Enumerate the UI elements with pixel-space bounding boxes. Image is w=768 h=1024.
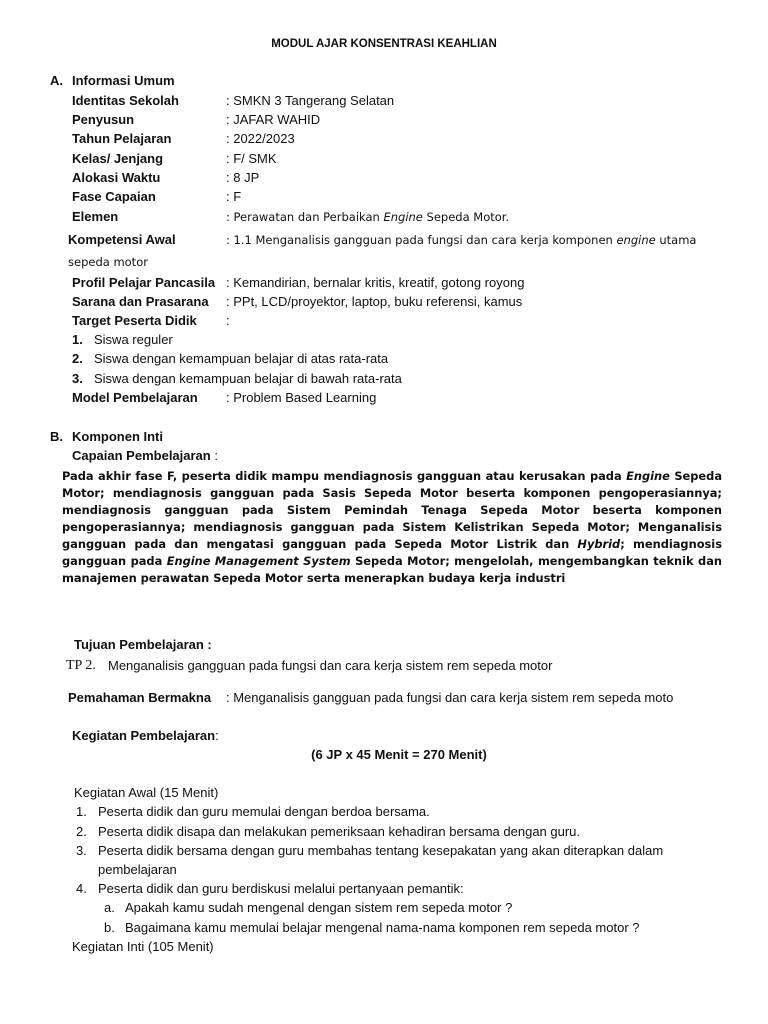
field-label: Alokasi Waktu bbox=[72, 170, 161, 185]
field-label: Identitas Sekolah bbox=[72, 93, 179, 108]
list-number: 1. bbox=[72, 332, 83, 347]
field-value: : F/ SMK bbox=[226, 151, 277, 166]
list-item: Siswa dengan kemampuan belajar di bawah rata-rata bbox=[94, 371, 402, 386]
field-label: Fase Capaian bbox=[72, 189, 156, 204]
kegiatan-heading: Kegiatan Pembelajaran: bbox=[72, 728, 219, 743]
kompetensi-label: Kompetensi Awal bbox=[68, 232, 176, 247]
sub-item-letter: a. bbox=[104, 900, 115, 915]
list-item: Siswa dengan kemampuan belajar di atas rata-rata bbox=[94, 351, 389, 366]
section-b-letter: B. bbox=[50, 429, 63, 444]
list-number: 3. bbox=[72, 371, 83, 386]
field-value: : Kemandirian, bernalar kritis, kreatif, gotong royong bbox=[226, 275, 525, 290]
pemahaman-label: Pemahaman Bermakna bbox=[68, 690, 212, 705]
list-item: Peserta didik bersama dengan guru membahas tentang kesepakatan yang akan diterapkan dalam bbox=[98, 843, 664, 858]
capaian-heading: Capaian Pembelajaran : bbox=[72, 448, 218, 463]
sub-item: Apakah kamu sudah mengenal dengan sistem rem sepeda motor ? bbox=[125, 900, 513, 915]
list-number: 2. bbox=[76, 824, 87, 839]
field-value: : 8 JP bbox=[226, 170, 260, 185]
tp-text: Menganalisis gangguan pada fungsi dan cara kerja sistem rem sepeda motor bbox=[108, 658, 553, 673]
list-number: 4. bbox=[76, 881, 87, 896]
field-value: : F bbox=[226, 189, 242, 204]
field-value: : SMKN 3 Tangerang Selatan bbox=[226, 93, 395, 108]
section-b-heading: Komponen Inti bbox=[72, 429, 163, 444]
list-item: Peserta didik disapa dan melakukan pemeriksaan kehadiran bersama dengan guru. bbox=[98, 824, 581, 839]
list-item: Siswa reguler bbox=[94, 332, 173, 347]
sub-item-letter: b. bbox=[104, 920, 115, 935]
list-number: 1. bbox=[76, 804, 87, 819]
field-label: Sarana dan Prasarana bbox=[72, 294, 209, 309]
duration: (6 JP x 45 Menit = 270 Menit) bbox=[311, 747, 487, 762]
sub-item: Bagaimana kamu memulai belajar mengenal nama-nama komponen rem sepeda motor ? bbox=[125, 920, 640, 935]
pemahaman-value: : Menganalisis gangguan pada fungsi dan cara kerja sistem rem sepeda moto bbox=[226, 690, 674, 705]
field-value: : bbox=[226, 313, 230, 328]
list-number: 3. bbox=[76, 843, 87, 858]
field-label: Profil Pelajar Pancasila bbox=[72, 275, 216, 290]
list-item-continuation: pembelajaran bbox=[98, 862, 177, 877]
kompetensi-value: : 1.1 Menganalisis gangguan pada fungsi dan cara kerja komponen engine utama bbox=[226, 233, 697, 247]
tujuan-heading: Tujuan Pembelajaran : bbox=[74, 637, 212, 652]
capaian-paragraph: Pada akhir fase F, peserta didik mampu mendiagnosis gangguan atau kerusakan pada Engine Sepeda Motor; mendiagnosis gangguan pada Sasis Sepeda Motor beserta komponen pengoperasiannya; mendiagnosis gangguan pada Sistem Pemindah Tenaga Sepeda Motor beserta komponen pengoperasiannya; mendiagnosis gangguan pada Sistem Kelistrikan Sepeda Motor; Menganalisis gangguan pada dan mengatasi gangguan pada Sepeda Motor Listrik dan Hybrid; mendiagnosis gangguan pada Engine Management System Sepeda Motor; mengelolah, mengembangkan teknik dan manajemen perawatan Sepeda Motor serta menerapkan budaya kerja industri bbox=[62, 469, 723, 585]
elemen-label: Elemen bbox=[72, 209, 119, 224]
kegiatan-inti-title: Kegiatan Inti (105 Menit) bbox=[72, 939, 214, 954]
list-number: 2. bbox=[72, 351, 83, 366]
list-item: Peserta didik dan guru memulai dengan berdoa bersama. bbox=[98, 804, 430, 819]
model-label: Model Pembelajaran bbox=[72, 390, 198, 405]
field-value: : JAFAR WAHID bbox=[226, 112, 321, 127]
kompetensi-continuation: sepeda motor bbox=[68, 255, 148, 269]
document-title: MODUL AJAR KONSENTRASI KEAHLIAN bbox=[271, 38, 497, 50]
field-value: : PPt, LCD/proyektor, laptop, buku referensi, kamus bbox=[226, 294, 523, 309]
field-label: Penyusun bbox=[72, 112, 135, 127]
section-a-heading: Informasi Umum bbox=[72, 73, 175, 88]
field-label: Tahun Pelajaran bbox=[72, 131, 172, 146]
field-label: Kelas/ Jenjang bbox=[72, 151, 164, 166]
tp-code: TP 2. bbox=[66, 658, 96, 673]
section-a-letter: A. bbox=[50, 73, 63, 88]
field-label: Target Peserta Didik bbox=[72, 313, 197, 328]
elemen-value: : Perawatan dan Perbaikan Engine Sepeda Motor. bbox=[226, 210, 510, 224]
list-item: Peserta didik dan guru berdiskusi melalui pertanyaan pemantik: bbox=[98, 881, 464, 896]
field-value: : 2022/2023 bbox=[226, 131, 295, 146]
kegiatan-awal-title: Kegiatan Awal (15 Menit) bbox=[74, 785, 219, 800]
model-value: : Problem Based Learning bbox=[226, 390, 377, 405]
